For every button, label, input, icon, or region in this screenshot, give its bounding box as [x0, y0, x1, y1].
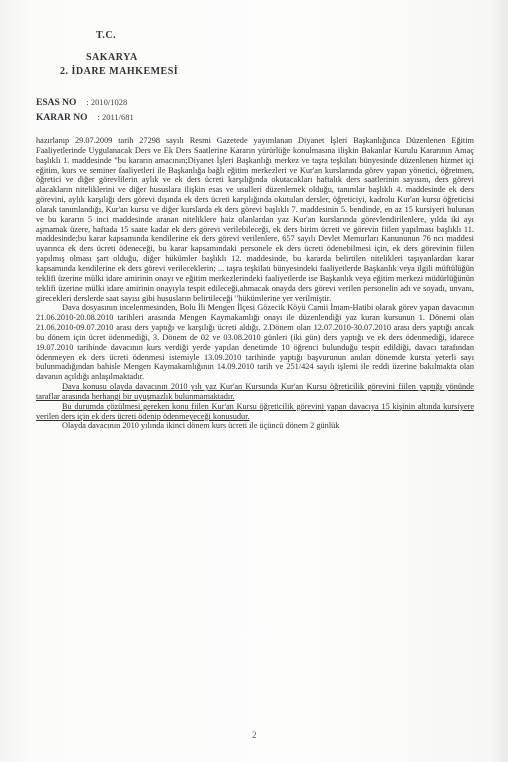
paragraph-regulation: hazırlanıp 29.07.2009 tarih 27298 sayılı Resmi Gazetede yayımlanan Diyanet İşleri Başkanlığınca Düzenlenen Eğitim Faaliyetlerinde Uygulanacak Ders ve Ek Ders Saatlerine Kararın yürürlüğe konulmasına ilişkin Bakanlar Kurulu Kararının Amaç başlıklı 1. maddesinde "bu kararın amacının;Diyanet İşleri Başkanlığı merkez ve taşra teşkilatı bünyesinde düzenlenen hizmet içi eğitim, kurs ve seminer faaliyetleri ile Başkanlığa bağlı eğitim merkezleri ve Kur'an kurslarında görev yapan yönetici, öğretmen, öğretici ve diğer görevlilerin aylık ve ek ders ücreti karşılığında okutacakları haftalık ders saatlerinin sayısını, ders görevi alacakların niteliklerini ve diğer hususlara ilişkin esas ve usulleri düzenlemek olduğu, tanımlar başlıklı 4. maddesinde ek ders görevini, aylık karşılığı ders görevi dışında ek ders ücreti karşılığında okutulan dersler, öğreticiyi, kadrolu Kur'an kursu öğreticisi olarak tanımlandığı, Kur'an kursu ve diğer kurslarda ek ders görevi başlıklı 7. maddesinin 5. bendinde, en az 15 kursiyeri bulunan ve bu kararın 5 inci maddesinde aranan niteliklere haiz olanlardan yaz Kur'an kurslarında görevlendirilenlere, yılda iki ayı aşmamak üzere, haftada 15 saate kadar ek ders görevi verilebileceği, ek ders birim ücreti ve görevin fiilen yapılması başlıklı 11. maddesinde;bu karar kapsamında kendilerine ek ders görevi verilenlere, 657 sayılı Devlet Memurları Kanununun 76 ncı maddesi uyarınca ek ders ücreti ödeneceği, bu karar kapsamındaki personele ek ders ücreti ödenebilmesi için, ek ders görevinin fiilen yapılmış olması şart olduğu, diğer hükümler başlıklı 12. maddesinde, bu kararda belirtilen nitelikleri taşıyanlardan karar kapsamında kendilerine ek ders görevi verileceklerin; ... taşra teşkilatı bünyesindeki faaliyetlerde Başkanlık veya ilgili müftülüğün teklifi üzerine mülki idare amirinin onayı ve eğitim merkezlerindeki faaliyetlerde ise Başkanlık veya eğitim merkezi müdürlüğünün teklifi üzerine mülki idare amirinin onayıyla tespit edileceği,ahmacak onayda ders görevi verilen personelin adı ve soyadı, unvanı, girecekleri derslerde saat sayısı gibi hususların belirtileceği "hükümlerine yer verilmiştir.: [36, 136, 474, 303]
header-tc: T.C.: [96, 30, 117, 41]
karar-no-label: KARAR NO: [36, 113, 88, 123]
karar-no-value: : 2011/681: [97, 112, 134, 122]
paragraph-issue: Bu durumda çözülmesi gereken konu fiilen Kur'an Kursu öğreticilik görevini yapan davacıya 15 kişinin altında kursiyere verilen ders için ek ders ücreti ödenip ödenmeyeceği konusudur.: [36, 401, 474, 421]
esas-no-line: [36, 97, 127, 108]
header-city: SAKARYA: [86, 52, 138, 63]
page-shadow: [490, 0, 508, 762]
paragraph-undisputed: Dava konusu olayda davacının 2010 yılı yaz Kur'an Kursunda Kur'an Kursu öğreticilik görevini fiilen yaptığı yönünde taraflar arasında herhangi bir uyuşmazlık bulunmamaktadır.: [36, 382, 474, 401]
karar-no-line: [36, 112, 134, 123]
decision-body: [36, 136, 474, 431]
paragraph-continuation: Olayda davacının 2010 yılında ikinci dönem kurs ücreti ile üçüncü dönem 2 günlük: [62, 421, 340, 431]
esas-no-label: ESAS NO: [36, 98, 77, 108]
esas-no-value: : 2010/1028: [86, 97, 128, 107]
page-number: 2: [252, 730, 257, 740]
paragraph-case-facts: Dava dosyasının incelenmesinden, Bolu İli Mengen İlçesi Gözecik Köyü Camii İmam-Hatibi olarak görev yapan davacının 21.06.2010-20.08.2010 tarihleri arasında Mengen Kaymakamlığı onayı ile düzenlendiği yaz kuran kursunun 1. Dönemi olan 21.06.2010-09.07.2010 arası ders yaptığı ve karşılığı ücreti aldığı, 2.Dönem olan 12.07.2010-30.07.2010 arası ders yaptığı ancak bu dönem için ücret ödenmediği, 3. Dönem de 02 ve 03.08.2010 günleri (iki gün) ders yaptığı ve ek ders ödenmediği, idarece 19.07.2010 tarihinde davacının kurs verdiği yerde yapılan denetimde 10 öğrenci bulunduğu tespit edildiği, davacı tarafından ödenmeyen ek ders ücreti ödenmesi istemiyle 13.09.2010 tarihinde yaptığı başvurunun anılan dönemde kursta yeterli sayı bulunmadığından bahisle Mengen Kaymakamlığının 14.09.2010 tarih ve 251/424 sayılı işlemi ile reddi üzerine bakılmakta olan davanın açıldığı anlaşılmaktadır.: [36, 303, 474, 382]
header-court: 2. İDARE MAHKEMESİ: [60, 66, 179, 77]
